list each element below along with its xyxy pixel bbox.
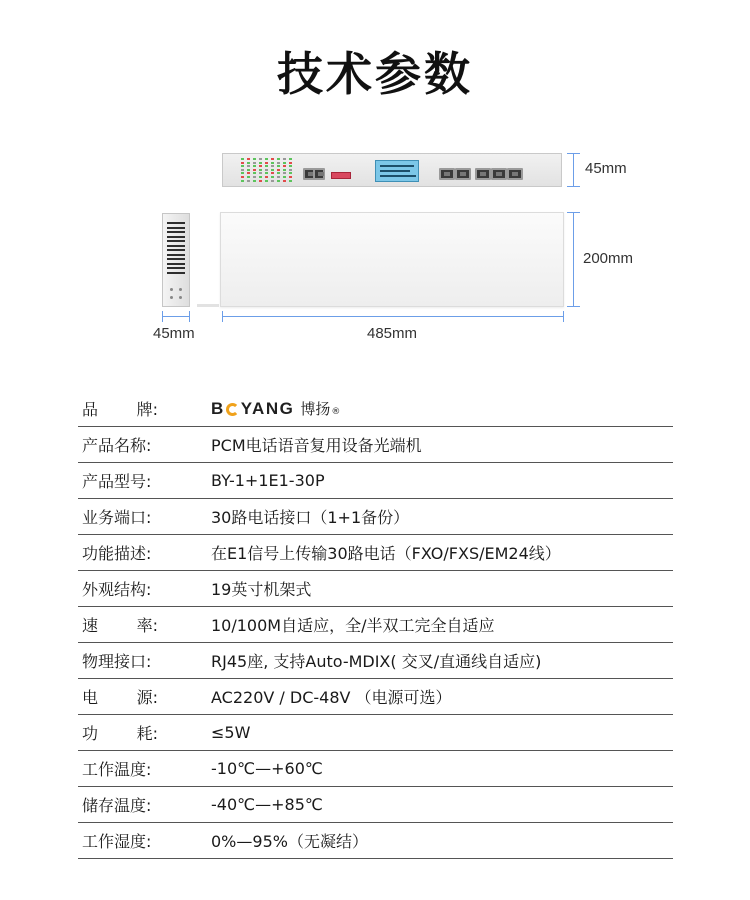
spec-value: 10/100M自适应，全/半双工完全自适应 bbox=[211, 616, 495, 635]
led-indicator bbox=[247, 162, 250, 164]
rj45-port bbox=[475, 168, 491, 180]
led-indicator bbox=[271, 176, 274, 178]
led-indicator bbox=[241, 165, 244, 167]
spec-value: 19英寸机架式 bbox=[211, 580, 312, 599]
led-indicator bbox=[283, 176, 286, 178]
spec-table bbox=[78, 391, 673, 859]
spec-key: 产品型号: bbox=[82, 472, 152, 491]
dimension-line bbox=[573, 153, 574, 187]
device-foot bbox=[197, 304, 219, 307]
vent-slot bbox=[167, 245, 185, 247]
spec-value: AC220V / DC-48V （电源可选） bbox=[211, 688, 452, 707]
rj45-port bbox=[507, 168, 523, 180]
spec-value: RJ45座, 支持Auto-MDIX( 交叉/直通线自适应) bbox=[211, 652, 542, 671]
spec-row bbox=[78, 499, 673, 535]
device-side-view bbox=[162, 213, 190, 307]
led-indicator bbox=[265, 162, 268, 164]
mount-hole bbox=[179, 288, 182, 291]
spec-row bbox=[78, 571, 673, 607]
spec-key-part: 牌: bbox=[136, 400, 158, 419]
led-indicator bbox=[277, 162, 280, 164]
spec-row bbox=[78, 535, 673, 571]
spec-row bbox=[78, 823, 673, 859]
dimension-label-depth: 200mm bbox=[583, 250, 634, 267]
spec-key-part: 耗: bbox=[136, 724, 158, 743]
spec-row bbox=[78, 751, 673, 787]
led-indicator bbox=[259, 158, 262, 160]
mount-hole bbox=[170, 288, 173, 291]
label-plate bbox=[375, 160, 419, 182]
rj45-port bbox=[491, 168, 507, 180]
led-indicator bbox=[241, 180, 244, 182]
led-indicator bbox=[283, 169, 286, 171]
spec-key: 工作湿度: bbox=[82, 832, 152, 851]
vent-slot bbox=[167, 222, 185, 224]
vent-slot bbox=[167, 272, 185, 274]
vent-slot bbox=[167, 227, 185, 229]
rj45-port bbox=[313, 168, 325, 180]
led-indicator bbox=[289, 158, 292, 160]
brand-name-cn: 博扬 bbox=[300, 400, 331, 418]
dimension-label-side-width: 45mm bbox=[153, 325, 195, 342]
spec-key-part: 功 bbox=[82, 724, 99, 743]
led-indicator bbox=[247, 176, 250, 178]
dimension-tick bbox=[162, 311, 163, 322]
led-indicator bbox=[247, 180, 250, 182]
spec-value: 0%—95%（无凝结） bbox=[211, 832, 368, 851]
led-indicator bbox=[271, 180, 274, 182]
spec-key-part: 品 bbox=[82, 400, 99, 419]
led-indicator bbox=[253, 169, 256, 171]
spec-row bbox=[78, 463, 673, 499]
vent-slots bbox=[167, 222, 185, 276]
brand-wordmark bbox=[211, 399, 294, 419]
led-indicator bbox=[283, 180, 286, 182]
spec-row bbox=[78, 715, 673, 751]
led-indicator bbox=[283, 158, 286, 160]
dimension-line bbox=[573, 212, 574, 307]
led-indicator bbox=[247, 172, 250, 174]
spec-key: 储存温度: bbox=[82, 796, 152, 815]
led-indicator bbox=[277, 169, 280, 171]
spec-key bbox=[82, 721, 158, 744]
spec-value: PCM电话语音复用设备光端机 bbox=[211, 436, 422, 455]
spec-key: 外观结构: bbox=[82, 580, 152, 599]
spec-row bbox=[78, 643, 673, 679]
spec-key-part: 率: bbox=[136, 616, 158, 635]
dip-switch bbox=[331, 172, 351, 179]
led-indicator bbox=[277, 176, 280, 178]
led-indicator bbox=[289, 162, 292, 164]
led-indicator bbox=[247, 165, 250, 167]
led-indicator bbox=[265, 165, 268, 167]
led-indicator bbox=[289, 176, 292, 178]
dimension-line bbox=[222, 316, 564, 317]
led-indicator bbox=[241, 172, 244, 174]
led-indicator bbox=[241, 158, 244, 160]
dimension-tick bbox=[567, 212, 580, 213]
led-indicator bbox=[289, 165, 292, 167]
spec-row bbox=[78, 427, 673, 463]
led-indicator bbox=[289, 169, 292, 171]
led-indicator bbox=[271, 165, 274, 167]
page-title: 技术参数 bbox=[277, 47, 473, 101]
led-indicator bbox=[253, 180, 256, 182]
spec-row bbox=[78, 679, 673, 715]
vent-slot bbox=[167, 267, 185, 269]
spec-key-part: 电 bbox=[82, 688, 99, 707]
dimension-tick bbox=[222, 311, 223, 322]
spec-row bbox=[78, 787, 673, 823]
dimension-label-width: 485mm bbox=[367, 325, 418, 342]
registered-mark: ® bbox=[331, 407, 341, 417]
led-indicator bbox=[277, 165, 280, 167]
spec-value: 在E1信号上传输30路电话（FXO/FXS/EM24线） bbox=[211, 544, 561, 563]
vent-slot bbox=[167, 258, 185, 260]
spec-key bbox=[82, 685, 158, 708]
led-indicator-grid bbox=[241, 158, 297, 184]
led-indicator bbox=[289, 172, 292, 174]
led-indicator bbox=[271, 162, 274, 164]
led-indicator bbox=[265, 169, 268, 171]
led-indicator bbox=[241, 162, 244, 164]
led-indicator bbox=[253, 158, 256, 160]
dimension-tick bbox=[567, 306, 580, 307]
vent-slot bbox=[167, 236, 185, 238]
led-indicator bbox=[265, 180, 268, 182]
mount-hole bbox=[179, 296, 182, 299]
led-indicator bbox=[253, 176, 256, 178]
led-indicator bbox=[259, 165, 262, 167]
led-indicator bbox=[277, 172, 280, 174]
spec-row bbox=[78, 607, 673, 643]
led-indicator bbox=[283, 162, 286, 164]
dimension-tick bbox=[567, 186, 580, 187]
rj45-port bbox=[455, 168, 471, 180]
vent-slot bbox=[167, 249, 185, 251]
led-indicator bbox=[265, 172, 268, 174]
led-indicator bbox=[259, 176, 262, 178]
led-indicator bbox=[241, 176, 244, 178]
device-top-view bbox=[220, 212, 564, 307]
led-indicator bbox=[265, 176, 268, 178]
vent-slot bbox=[167, 240, 185, 242]
brand-logo bbox=[211, 398, 340, 419]
spec-key: 工作温度: bbox=[82, 760, 152, 779]
spec-value: BY-1+1E1-30P bbox=[211, 471, 325, 490]
brand-letters: YANG bbox=[240, 399, 295, 418]
led-indicator bbox=[283, 172, 286, 174]
spec-value: -40℃—+85℃ bbox=[211, 795, 323, 814]
spec-key: 功能描述: bbox=[82, 544, 152, 563]
spec-key bbox=[82, 613, 158, 636]
dimension-tick bbox=[189, 311, 190, 322]
brand-letter: B bbox=[211, 399, 225, 418]
dimension-label-front-height: 45mm bbox=[585, 160, 627, 177]
dimension-tick bbox=[567, 153, 580, 154]
dimension-tick bbox=[563, 311, 564, 322]
led-indicator bbox=[277, 180, 280, 182]
vent-slot bbox=[167, 263, 185, 265]
spec-value: ≤5W bbox=[211, 723, 251, 742]
led-indicator bbox=[259, 180, 262, 182]
led-indicator bbox=[247, 158, 250, 160]
led-indicator bbox=[265, 158, 268, 160]
vent-slot bbox=[167, 231, 185, 233]
spec-key-part: 速 bbox=[82, 616, 99, 635]
spec-key: 物理接口: bbox=[82, 652, 152, 671]
dimension-line bbox=[162, 316, 190, 317]
led-indicator bbox=[259, 162, 262, 164]
led-indicator bbox=[271, 158, 274, 160]
led-indicator bbox=[283, 165, 286, 167]
vent-slot bbox=[167, 254, 185, 256]
led-indicator bbox=[259, 172, 262, 174]
led-indicator bbox=[271, 169, 274, 171]
led-indicator bbox=[253, 162, 256, 164]
brand-ring-icon bbox=[226, 403, 239, 416]
spec-key: 产品名称: bbox=[82, 436, 152, 455]
spec-key bbox=[82, 397, 158, 420]
mount-hole bbox=[170, 296, 173, 299]
spec-key-part: 源: bbox=[136, 688, 158, 707]
rj45-port bbox=[439, 168, 455, 180]
led-indicator bbox=[259, 169, 262, 171]
led-indicator bbox=[241, 169, 244, 171]
led-indicator bbox=[289, 180, 292, 182]
spec-row-brand bbox=[78, 391, 673, 427]
spec-value: 30路电话接口（1+1备份） bbox=[211, 508, 410, 527]
led-indicator bbox=[253, 165, 256, 167]
spec-value: -10℃—+60℃ bbox=[211, 759, 323, 778]
led-indicator bbox=[277, 158, 280, 160]
spec-key: 业务端口: bbox=[82, 508, 152, 527]
led-indicator bbox=[271, 172, 274, 174]
device-front-panel bbox=[222, 153, 562, 187]
led-indicator bbox=[247, 169, 250, 171]
led-indicator bbox=[253, 172, 256, 174]
